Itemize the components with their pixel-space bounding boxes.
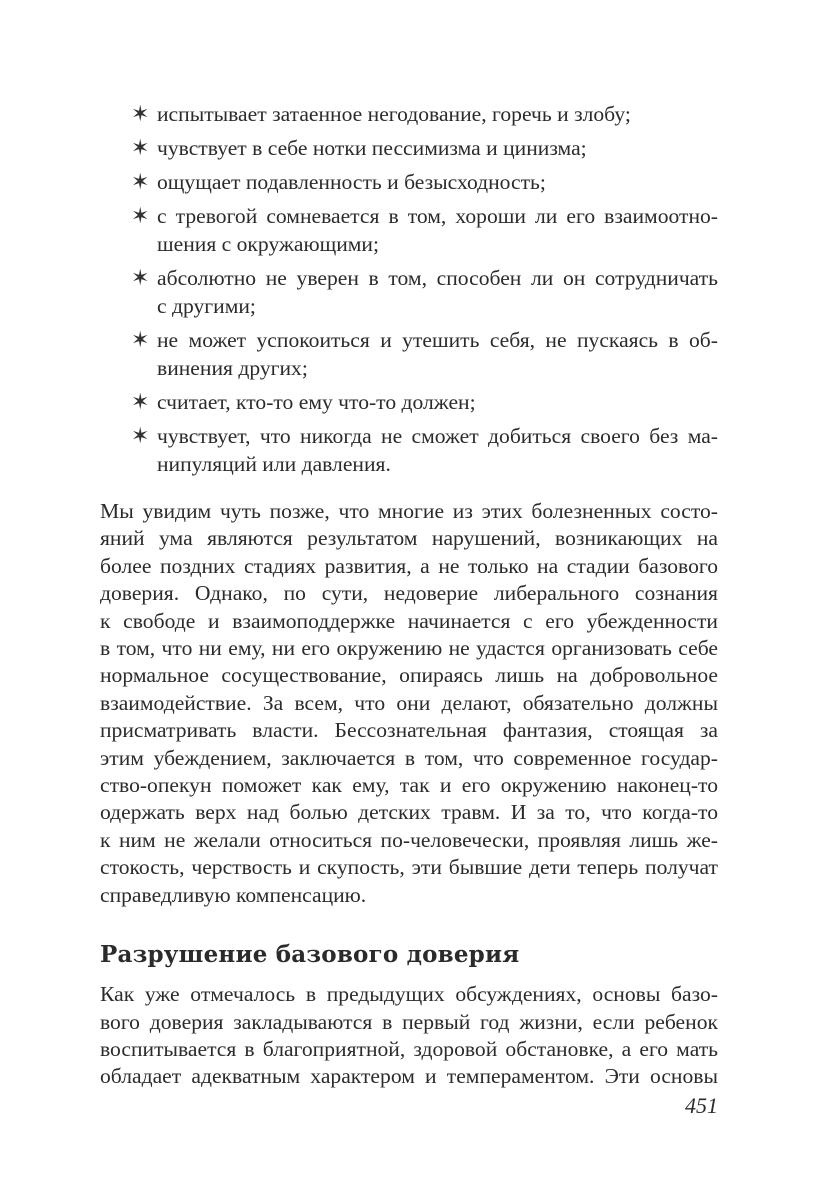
text-line: более поздних стадиях развития, а не только на стадии базового: [100, 553, 718, 578]
star-bullet-icon: ✶: [131, 327, 150, 352]
text-line: яний ума являются результатом нарушений, возникающих на: [100, 526, 718, 551]
body-paragraph: [100, 498, 718, 909]
text-line: к ним не желали относиться по-человечески, проявляя лишь же-: [100, 827, 718, 852]
bullet-line: шения с окружающими;: [157, 232, 379, 256]
text-line: нормальное сосуществование, опираясь лишь на добровольное: [100, 663, 718, 688]
bullet-item: [100, 422, 718, 478]
bullet-item: [100, 202, 718, 258]
bullet-line: абсолютно не уверен в том, способен ли он сотрудничать: [157, 266, 718, 290]
bullet-line: винения других;: [157, 356, 308, 380]
text-line: вого доверия закладываются в первый год жизни, если ребенок: [100, 1009, 718, 1034]
bullet-item: [100, 100, 718, 128]
text-line: обладает адекватным характером и темпераментом. Эти основы: [100, 1064, 718, 1089]
text-line: к свободе и взаимоподдержке начинается с его убежденности: [100, 608, 718, 633]
bullet-item: [100, 134, 718, 162]
text-line: в том, что ни ему, ни его окружению не удастся организовать себе: [100, 636, 718, 661]
bullet-line: нипуляций или давления.: [157, 452, 391, 476]
section-heading: Разрушение базового доверия: [100, 941, 520, 969]
bullet-line: испытывает затаенное негодование, горечь и злобу;: [157, 102, 631, 126]
text-line: присматривать власти. Бессознательная фантазия, стоящая за: [100, 718, 718, 743]
star-bullet-icon: ✶: [131, 423, 150, 448]
bullet-line: с другими;: [157, 294, 256, 318]
bullet-line: считает, кто-то ему что-то должен;: [157, 390, 476, 414]
body-paragraph: [100, 981, 718, 1091]
text-line: доверия. Однако, по сути, недоверие либерального сознания: [100, 581, 718, 606]
text-line: ство-опекун поможет как ему, так и его окружению наконец-то: [100, 773, 718, 798]
text-line: Как уже отмечалось в предыдущих обсуждениях, основы базо-: [100, 982, 718, 1007]
bullet-item: [100, 264, 718, 320]
star-bullet-icon: ✶: [131, 203, 150, 228]
text-line: взаимодействие. За всем, что они делают, обязательно должны: [100, 690, 718, 715]
bullet-item: [100, 168, 718, 196]
star-bullet-icon: ✶: [131, 101, 150, 126]
star-bullet-icon: ✶: [131, 169, 150, 194]
bullet-line: чувствует, что никогда не сможет добиться своего без ма-: [157, 424, 718, 448]
star-bullet-icon: ✶: [131, 135, 150, 160]
star-bullet-icon: ✶: [131, 265, 150, 290]
text-line: воспитывается в благоприятной, здоровой обстановке, а его мать: [100, 1036, 718, 1061]
text-line: справедливую компенсацию.: [100, 882, 367, 907]
bullet-list: [100, 100, 718, 478]
text-line: стокость, черствость и скупость, эти бывшие дети теперь получат: [100, 855, 718, 880]
text-line: одержать верх над болью детских травм. И за то, что когда-то: [100, 800, 718, 825]
text-line: Мы увидим чуть позже, что многие из этих болезненных состо-: [100, 499, 718, 523]
bullet-line: чувствует в себе нотки пессимизма и цинизма;: [157, 136, 587, 160]
bullet-line: не может успокоиться и утешить себя, не пускаясь в об-: [157, 328, 718, 352]
star-bullet-icon: ✶: [131, 389, 150, 414]
bullet-item: [100, 326, 718, 382]
bullet-line: с тревогой сомневается в том, хороши ли его взаимоотно-: [157, 204, 718, 228]
bullet-item: [100, 388, 718, 416]
text-line: этим убеждением, заключается в том, что современное государ-: [100, 745, 718, 770]
page-content: [100, 100, 718, 1091]
bullet-line: ощущает подавленность и безысходность;: [157, 170, 546, 194]
page-number: 451: [685, 1093, 718, 1118]
